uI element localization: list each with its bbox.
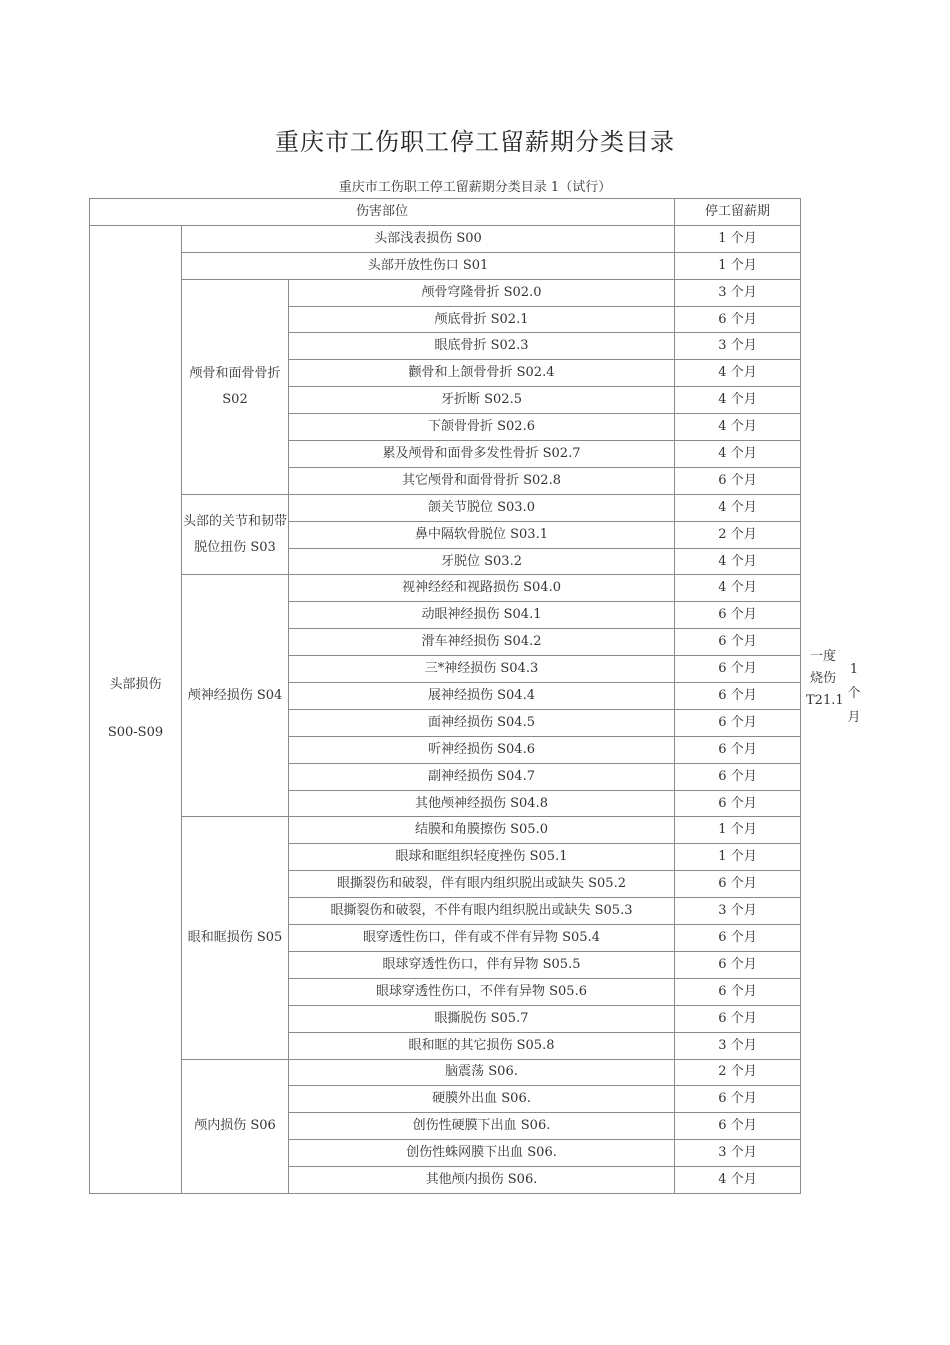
period-cell: 6 个月 [675,656,801,683]
injury-name-cell: 动眼神经损伤 S04.1 [289,602,675,629]
period-cell: 4 个月 [675,548,801,575]
injury-name-cell: 鼻中隔软骨脱位 S03.1 [289,521,675,548]
period-cell: 4 个月 [675,360,801,387]
injury-name-cell: 其他颅内损伤 S06. [289,1167,675,1194]
injury-name-cell: 脑震荡 S06. [289,1059,675,1086]
injury-name-cell: 眼球穿透性伤口，不伴有异物 S05.6 [289,978,675,1005]
period-cell: 4 个月 [675,414,801,441]
period-cell: 6 个月 [675,951,801,978]
period-cell: 1 个月 [675,252,801,279]
page-title: 重庆市工伤职工停工留薪期分类目录 [275,128,675,156]
group-label-cell: 颅骨和面骨骨折 S02 [182,279,289,494]
period-cell: 6 个月 [675,871,801,898]
header-injury-site: 伤害部位 [90,199,675,226]
injury-name-cell: 视神经经和视路损伤 S04.0 [289,575,675,602]
table-row [90,279,801,306]
table-row [90,1059,801,1086]
table-row [90,494,801,521]
region-name: 头部损伤 [109,677,162,693]
period-cell: 1 个月 [675,225,801,252]
injury-name-cell: 结膜和角膜擦伤 S05.0 [289,817,675,844]
group-label-cell: 颅神经损伤 S04 [182,575,289,817]
injury-name-cell: 眼和眶的其它损伤 S05.8 [289,1032,675,1059]
injury-name-cell: 创伤性硬膜下出血 S06. [289,1113,675,1140]
injury-name-cell: 牙脱位 S03.2 [289,548,675,575]
injury-name-cell: 展神经损伤 S04.4 [289,683,675,710]
injury-name-cell: 下颌骨骨折 S02.6 [289,414,675,441]
period-cell: 3 个月 [675,1032,801,1059]
injury-name-cell: 三*神经损伤 S04.3 [289,656,675,683]
injury-name-cell: 面神经损伤 S04.5 [289,709,675,736]
period-cell: 6 个月 [675,629,801,656]
header-period: 停工留薪期 [675,199,801,226]
injury-name-cell: 眼球穿透性伤口，伴有异物 S05.5 [289,951,675,978]
period-cell: 6 个月 [675,978,801,1005]
period-cell: 4 个月 [675,494,801,521]
period-cell: 1 个月 [675,844,801,871]
period-cell: 6 个月 [675,683,801,710]
period-cell: 6 个月 [675,602,801,629]
period-cell: 2 个月 [675,1059,801,1086]
period-cell: 1 个月 [675,817,801,844]
injury-name-cell: 颌关节脱位 S03.0 [289,494,675,521]
period-cell: 6 个月 [675,1086,801,1113]
group-label-cell: 眼和眶损伤 S05 [182,817,289,1059]
injury-name-cell: 眼穿透性伤口，伴有或不伴有异物 S05.4 [289,925,675,952]
table-row [90,252,801,279]
injury-name-cell: 眼撕裂伤和破裂，不伴有眼内组织脱出或缺失 S05.3 [289,898,675,925]
injury-name-cell: 滑车神经损伤 S04.2 [289,629,675,656]
period-cell: 4 个月 [675,387,801,414]
region-cell [90,225,182,1193]
injury-name-cell: 牙折断 S02.5 [289,387,675,414]
period-cell: 6 个月 [675,763,801,790]
period-cell: 4 个月 [675,441,801,468]
margin-note-injury: 一度烧伤 T21.1 [806,649,844,708]
injury-name-cell: 硬膜外出血 S06. [289,1086,675,1113]
group-label-cell: 头部的关节和韧带脱位扭伤 S03 [182,494,289,575]
period-cell: 6 个月 [675,1113,801,1140]
period-cell: 3 个月 [675,279,801,306]
period-cell: 6 个月 [675,790,801,817]
injury-name-cell: 头部开放性伤口 S01 [182,252,675,279]
period-cell: 4 个月 [675,1167,801,1194]
period-cell: 4 个月 [675,575,801,602]
injury-name-cell: 眼撕裂伤和破裂，伴有眼内组织脱出或缺失 S05.2 [289,871,675,898]
table-header-row [90,199,801,226]
injury-name-cell: 颅骨穹隆骨折 S02.0 [289,279,675,306]
period-cell: 3 个月 [675,333,801,360]
period-cell: 6 个月 [675,736,801,763]
region-code: S00-S09 [107,725,164,741]
period-cell: 2 个月 [675,521,801,548]
injury-name-cell: 累及颅骨和面骨多发性骨折 S02.7 [289,441,675,468]
period-cell: 6 个月 [675,306,801,333]
injury-name-cell: 其他颅神经损伤 S04.8 [289,790,675,817]
period-cell: 6 个月 [675,1005,801,1032]
period-cell: 6 个月 [675,709,801,736]
period-cell: 6 个月 [675,925,801,952]
injury-name-cell: 颧骨和上颌骨骨折 S02.4 [289,360,675,387]
injury-name-cell: 颅底骨折 S02.1 [289,306,675,333]
table-row [90,817,801,844]
injury-name-cell: 头部浅表损伤 S00 [182,225,675,252]
injury-name-cell: 眼撕脱伤 S05.7 [289,1005,675,1032]
injury-name-cell: 听神经损伤 S04.6 [289,736,675,763]
period-cell: 3 个月 [675,1140,801,1167]
injury-name-cell: 创伤性蛛网膜下出血 S06. [289,1140,675,1167]
table-row [90,575,801,602]
injury-name-cell: 其它颅骨和面骨骨折 S02.8 [289,467,675,494]
group-label-cell: 颅内损伤 S06 [182,1059,289,1193]
leave-period-table [89,198,801,1194]
injury-name-cell: 副神经损伤 S04.7 [289,763,675,790]
period-cell: 3 个月 [675,898,801,925]
margin-note-period: 1 个月 [847,662,861,725]
injury-name-cell: 眼球和眶组织轻度挫伤 S05.1 [289,844,675,871]
table-row [90,225,801,252]
injury-name-cell: 眼底骨折 S02.3 [289,333,675,360]
table-caption: 重庆市工伤职工停工留薪期分类目录 1（试行） [338,180,612,195]
period-cell: 6 个月 [675,467,801,494]
